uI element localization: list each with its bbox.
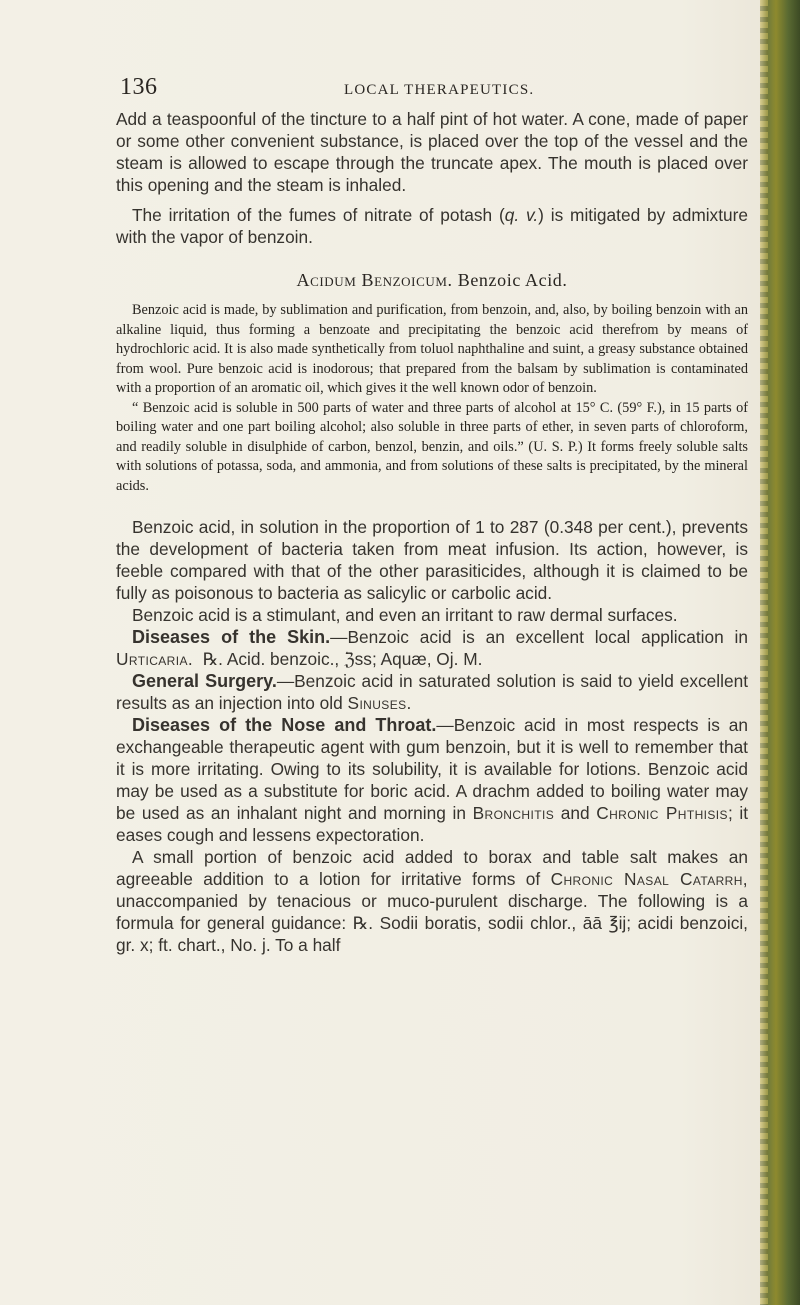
subheading-surgery: General Surgery. xyxy=(132,671,277,691)
paragraph-skin xyxy=(116,626,748,670)
text-segment: ; it eases cough and lessens expectoration. xyxy=(116,803,749,845)
page-edge-shadow xyxy=(760,0,800,1305)
paragraph-surgery xyxy=(116,670,748,714)
paragraph-nose-throat xyxy=(116,714,748,846)
paragraph-stimulant: Benzoic acid is a stimulant, and even an irritant to raw dermal surfaces. xyxy=(132,605,678,625)
term-chronic-phthisis: Chronic Phthisis xyxy=(596,803,728,823)
paragraph-preparation: Benzoic acid is made, by sublimation and purification, from benzoin, and, also, by boiling benzoin with an alkaline liquid, thus forming a benzoate and precipitating the benzoic acid therefrom by means of hydrochloric acid. It is also made synthetically from toluol naphthaline and suint, a greasy substance obtained from wool. Pure benzoic acid is inodorous; that prepared from the balsam by sublimation is contaminated with a proportion of an aromatic oil, which gives it the well known odor of benzoin. xyxy=(116,302,748,396)
prescription: ℞. Acid. benzoic., ℨss; Aquæ, Oj. M. xyxy=(202,649,483,669)
section-heading-english: Benzoic Acid. xyxy=(457,270,568,290)
paragraph-inhalation-method: Add a teaspoonful of the tincture to a half pint of hot water. A cone, made of paper or some other convenient substance, is placed over the top of the vessel and the steam is allowed to escape through the truncate apex. The mouth is placed over this opening and the steam is inhaled. xyxy=(116,109,748,195)
term-sinuses: Sinuses. xyxy=(347,693,412,713)
paragraph-nitrate-potash xyxy=(116,204,748,248)
term-chronic-nasal-catarrh: Chronic Nasal Catarrh, xyxy=(550,869,748,889)
section-heading xyxy=(116,270,748,291)
text-segment: and xyxy=(554,803,597,823)
text-segment: —Benzoic acid is an excellent local application in xyxy=(330,627,748,647)
running-head: LOCAL THERAPEUTICS. xyxy=(344,82,535,98)
page-number: 136 xyxy=(120,74,158,100)
page-header xyxy=(120,76,730,106)
subheading-skin: Diseases of the Skin. xyxy=(132,627,331,647)
page-body xyxy=(116,108,748,956)
cross-reference: q. v. xyxy=(504,205,539,225)
text-segment: unaccompanied by tenacious or muco-purulent discharge. The following is a formula for general guidance: ℞. Sodii boratis, sodii chlor., āā ℥ij; acidi benzoici, gr. x; ft. chart., No. j. To a half xyxy=(116,891,748,955)
text-segment: ) is mitigated by admixture with the vapor of benzoin. xyxy=(116,205,748,247)
section-heading-latin: Acidum Benzoicum. xyxy=(296,270,453,290)
paragraph-nasal-catarrh xyxy=(116,846,748,956)
text-segment: A small portion of benzoic acid added to borax and table salt makes an agreeable addition to a lotion for irritative forms of xyxy=(116,847,748,889)
text-segment: —Benzoic acid in most respects is an exchangeable therapeutic agent with gum benzoin, but it is well to remember that it is more irritating. Owing to its solubility, it is available for lotions. Benzoic acid may be used as a substitute for boric acid. A drachm added to boiling water may be used as an inhalant night and morning in xyxy=(116,715,748,823)
text-segment: —Benzoic acid in saturated solution is said to yield excellent results as an injection into old xyxy=(116,671,748,713)
text-segment: The irritation of the fumes of nitrate of potash ( xyxy=(132,205,505,225)
term-bronchitis: Bronchitis xyxy=(472,803,555,823)
paragraph-bacteria: Benzoic acid, in solution in the proportion of 1 to 287 (0.348 per cent.), prevents the development of bacteria taken from meat infusion. Its action, however, is feeble compared with that of the other parasiticides, although it is claimed to be fully as poisonous to bacteria as salicylic or carbolic acid. xyxy=(116,517,748,603)
paragraph-solubility: “ Benzoic acid is soluble in 500 parts of water and three parts of alcohol at 15° C. (59° F.), in 15 parts of boiling water and one part boiling alcohol; also soluble in three parts of ether, in seven parts of chloroform, and readily soluble in disulphide of carbon, benzol, benzin, and oils.” (U. S. P.) It forms freely soluble salts with solutions of potassa, soda, and ammonia, and from solutions of these salts is precipitated, by the mineral acids. xyxy=(116,399,748,494)
subheading-nose-throat: Diseases of the Nose and Throat. xyxy=(132,715,437,735)
term-urticaria: Urticaria. xyxy=(116,649,194,669)
